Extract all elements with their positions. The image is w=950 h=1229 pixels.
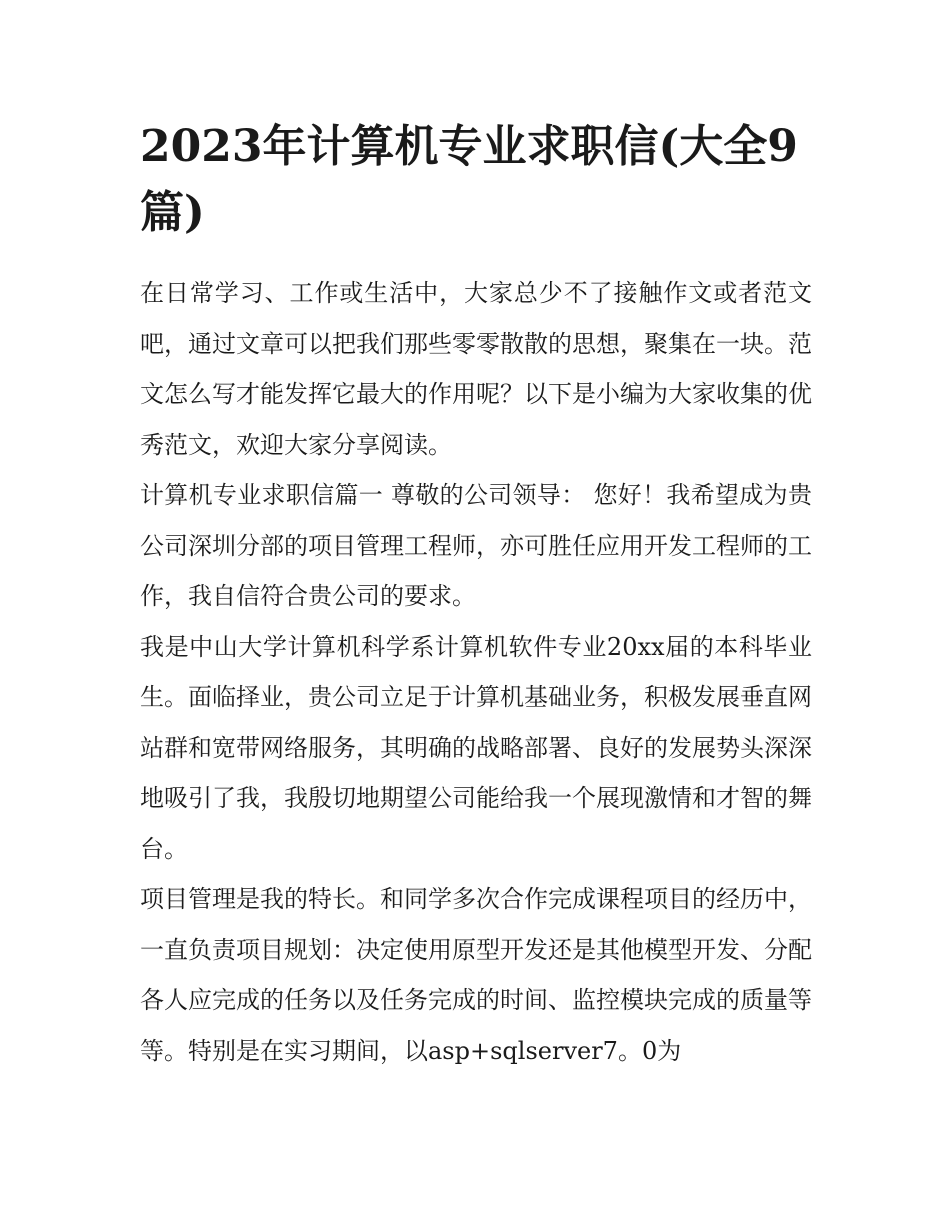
document-title: 2023年计算机专业求职信(大全9篇)	[140, 121, 798, 238]
document-body	[140, 114, 812, 1076]
paragraph-background: 我是中山大学计算机科学系计算机软件专业20xx届的本科毕业生。面临择业，贵公司立足于计算机基础业务，积极发展垂直网站群和宽带网络服务，其明确的战略部署、良好的发展势头深深地吸引了我，我殷切地期望公司能给我一个展现激情和才智的舞台。	[140, 632, 812, 863]
paragraph-intro: 在日常学习、工作或生活中，大家总少不了接触作文或者范文吧，通过文章可以把我们那些零零散散的思想，聚集在一块。范文怎么写才能发挥它最大的作用呢？以下是小编为大家收集的优秀范文，欢迎大家分享阅读。	[140, 279, 812, 459]
paragraph-greeting: 计算机专业求职信篇一 尊敬的公司领导： 您好！我希望成为贵公司深圳分部的项目管理工程师，亦可胜任应用开发工程师的工作，我自信符合贵公司的要求。	[140, 481, 812, 610]
paragraph-project-management: 项目管理是我的特长。和同学多次合作完成课程项目的经历中，一直负责项目规划：决定使用原型开发还是其他模型开发、分配各人应完成的任务以及任务完成的时间、监控模块完成的质量等等。特别是在实习期间，以asp+sqlserver7。0为	[140, 885, 812, 1065]
